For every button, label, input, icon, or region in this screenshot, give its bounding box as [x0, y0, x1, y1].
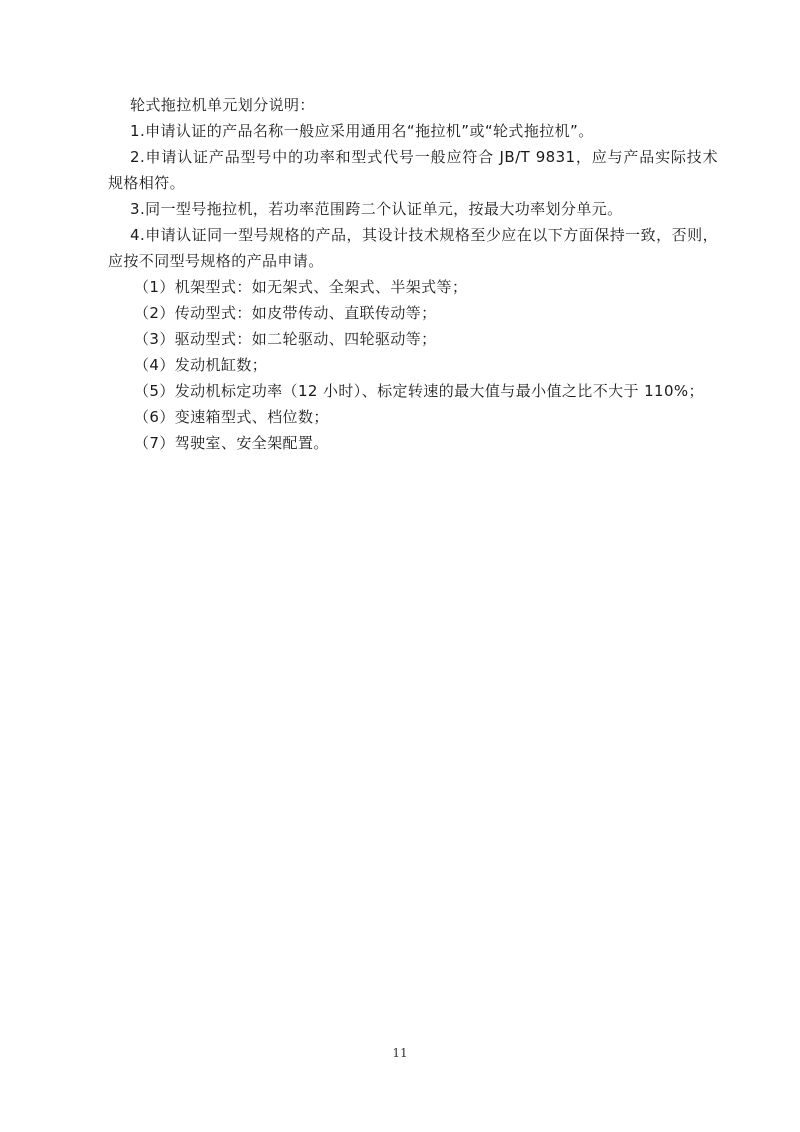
list-item: （3）驱动型式：如二轮驱动、四轮驱动等；	[134, 330, 437, 348]
requirement-list	[108, 274, 718, 456]
list-item: （2）传动型式：如皮带传动、直联传动等；	[134, 304, 437, 322]
list-item: （7）驾驶室、安全架配置。	[134, 434, 329, 452]
section-heading: 轮式拖拉机单元划分说明：	[130, 96, 315, 114]
document-body	[108, 92, 718, 456]
list-item: （4）发动机缸数；	[134, 356, 268, 374]
list-item: （1）机架型式：如无架式、全架式、半架式等；	[134, 278, 468, 296]
list-item: （6）变速箱型式、档位数；	[134, 408, 329, 426]
list-item: （5）发动机标定功率（12 小时）、标定转速的最大值与最小值之比不大于 110%；	[134, 382, 704, 400]
paragraph-2: 2.申请认证产品型号中的功率和型式代号一般应符合 JB/T 9831，应与产品实际技术规格相符。	[108, 148, 718, 192]
paragraph-1: 1.申请认证的产品名称一般应采用通用名“拖拉机”或“轮式拖拉机”。	[130, 122, 594, 140]
paragraph-3: 3.同一型号拖拉机，若功率范围跨二个认证单元，按最大功率划分单元。	[130, 200, 623, 218]
page-number: 11	[392, 1046, 408, 1060]
paragraph-4: 4.申请认证同一型号规格的产品，其设计技术规格至少应在以下方面保持一致，否则，应按不同型号规格的产品申请。	[108, 226, 718, 270]
